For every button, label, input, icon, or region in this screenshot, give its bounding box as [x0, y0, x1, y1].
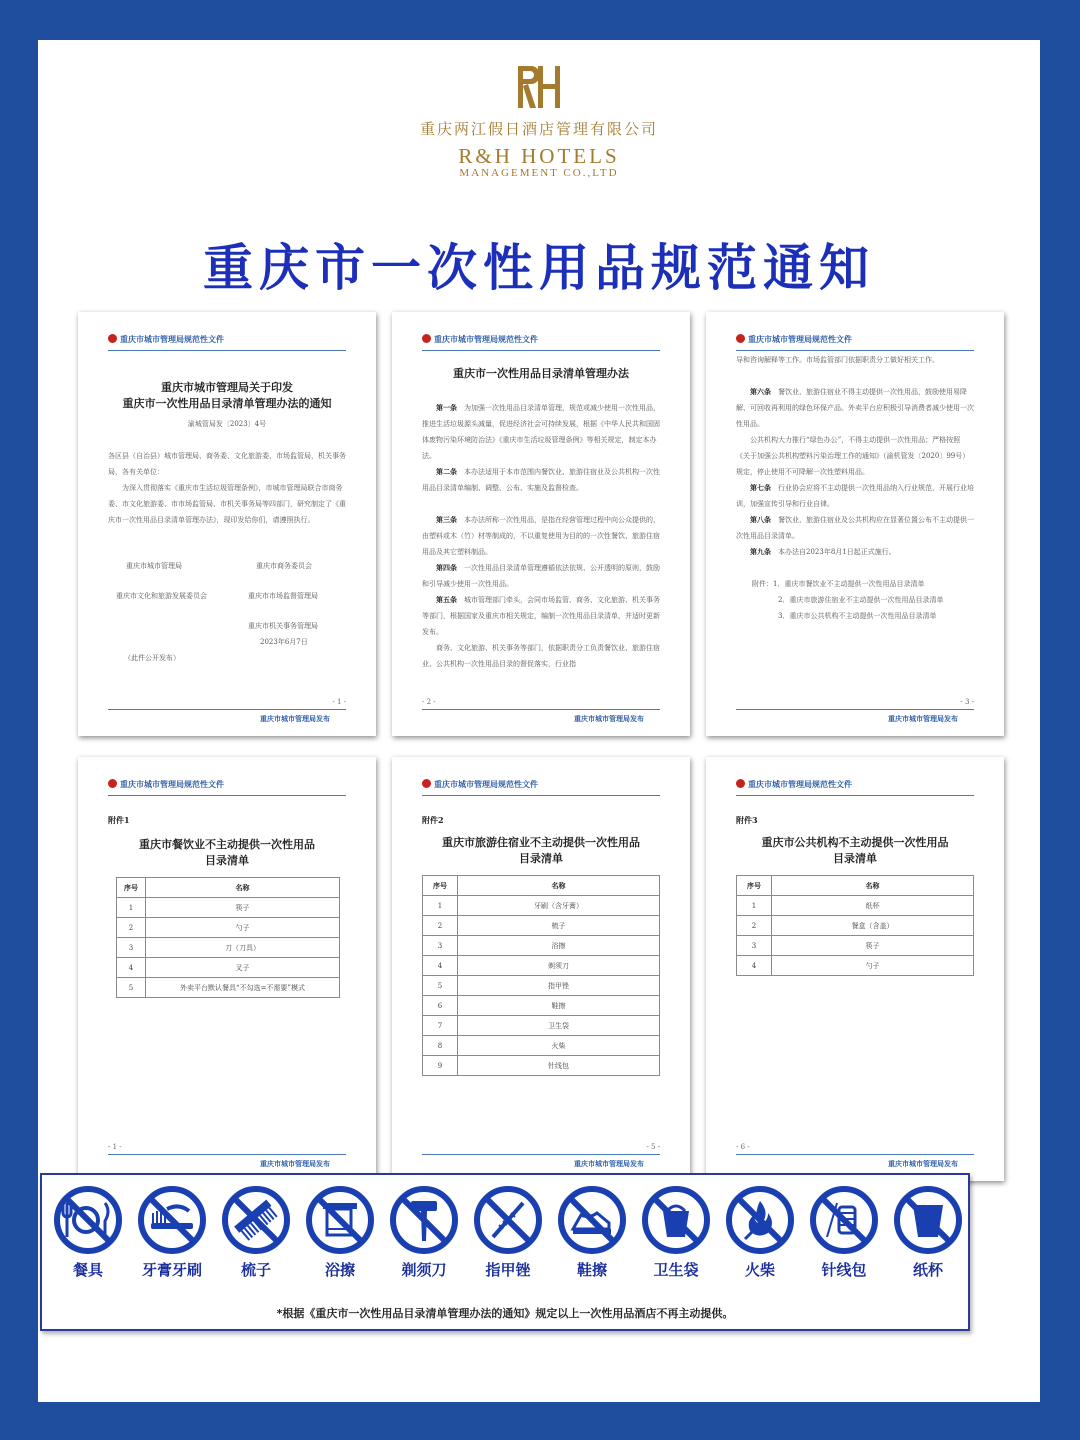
item-shoe-brush — [556, 1185, 628, 1280]
article-text: 行业协会应将不主动提供一次性用品纳入行业规范，开展行业培训，加强宣传引导和行业自律。 — [736, 484, 974, 508]
cell-name: 针线包 — [458, 1056, 660, 1076]
header-text: 重庆市城市管理局规范性文件 — [434, 780, 538, 789]
cell-number: 3 — [423, 936, 458, 956]
cell-name: 筷子 — [772, 936, 974, 956]
shoe-brush-icon — [557, 1185, 627, 1255]
cell-number: 1 — [117, 898, 146, 918]
document-page-5 — [392, 757, 690, 1181]
article-6 — [736, 384, 974, 432]
table-row — [117, 938, 340, 958]
brand-name-en: R&H HOTELS — [458, 144, 620, 168]
footer-publisher: 重庆市城市管理局发布 — [574, 715, 644, 723]
doc-number: 渝城管局发〔2023〕4号 — [187, 420, 267, 428]
page-number: - 1 - — [332, 698, 346, 706]
table-header-row — [117, 878, 340, 898]
cell-name: 勺子 — [146, 918, 340, 938]
table-row — [423, 976, 660, 996]
doc-body: 为深入贯彻落实《重庆市生活垃圾管理条例》，市城市管理局联合市商务委、市文化旅游委、市市场监管局、市机关事务局等四部门，研究制定了《重庆市一次性用品目录清单管理办法》，现印发给你们，请遵照执行。 — [108, 484, 346, 524]
article-3 — [422, 512, 660, 560]
item-label: 火柴 — [744, 1261, 775, 1279]
article-6-b: 公共机构大力推行“绿色办公”，不得主动提供一次性用品；严格按照《关于加强公共机构塑料污染治理工作的通知》（渝机管发〔2020〕99号）规定，停止使用不可降解一次性塑料用品。 — [736, 436, 970, 476]
document-page-1 — [78, 312, 376, 736]
banner-note: *根据《重庆市一次性用品目录清单管理办法的通知》规定以上一次性用品酒店不再主动提供。 — [276, 1307, 734, 1320]
article-text: 一次性用品目录清单管理遵循依法依规、公开透明的原则，鼓励和引导减少使用一次性用品。 — [422, 564, 660, 588]
cell-number: 6 — [423, 996, 458, 1016]
attachment-list-2: 2．重庆市旅游住宿业不主动提供一次性用品目录清单 — [778, 596, 944, 604]
table-row — [117, 898, 340, 918]
page-header — [736, 779, 974, 796]
item-table — [736, 875, 974, 976]
article-text: 本办法所称一次性用品，是指在经营管理过程中向公众提供的，由塑料或木（竹）材等制成的，不以重复使用为目的的一次性餐饮、旅游住宿用品及其它塑料制品。 — [422, 516, 660, 556]
document-page-3 — [706, 312, 1004, 736]
page-header — [422, 334, 660, 351]
item-label: 浴擦 — [324, 1261, 355, 1279]
article-2 — [422, 464, 660, 496]
cell-name: 梳子 — [458, 916, 660, 936]
cell-number: 1 — [423, 896, 458, 916]
col-number-header: 序号 — [423, 876, 458, 896]
national-emblem-icon — [108, 334, 117, 343]
article-label: 第四条 — [436, 563, 457, 572]
brand-sub-en: MANAGEMENT CO.,LTD — [459, 167, 619, 179]
cell-number: 3 — [737, 936, 772, 956]
col-name-header: 名称 — [772, 876, 974, 896]
comb-icon — [221, 1185, 291, 1255]
cell-number: 8 — [423, 1036, 458, 1056]
list-title: 重庆市餐饮业不主动提供一次性用品 目录清单 — [139, 838, 315, 867]
company-name-cn: 重庆两江假日酒店管理有限公司 — [419, 120, 658, 138]
doc-title: 重庆市一次性用品目录清单管理办法 — [453, 367, 629, 380]
col-number-header: 序号 — [737, 876, 772, 896]
item-label: 鞋擦 — [576, 1261, 607, 1279]
nail-file-icon — [473, 1185, 543, 1255]
page-header — [108, 334, 346, 351]
national-emblem-icon — [736, 334, 745, 343]
page-number: - 2 - — [422, 698, 436, 706]
table-header-row — [737, 876, 974, 896]
annex-label: 附件2 — [422, 815, 444, 825]
page-header — [108, 779, 346, 796]
footer-publisher: 重庆市城市管理局发布 — [574, 1160, 644, 1168]
paper-cup-icon — [893, 1185, 963, 1255]
footer-publisher: 重庆市城市管理局发布 — [260, 1160, 330, 1168]
item-matches — [724, 1185, 796, 1280]
item-paper-cup — [892, 1185, 964, 1280]
table-row — [423, 936, 660, 956]
national-emblem-icon — [422, 334, 431, 343]
page-number: - 3 - — [960, 698, 974, 706]
article-label: 第六条 — [750, 387, 771, 396]
article-label: 第七条 — [750, 483, 771, 492]
article-1 — [422, 400, 660, 464]
item-label: 纸杯 — [912, 1261, 943, 1279]
cell-number: 7 — [423, 1016, 458, 1036]
item-label: 指甲锉 — [485, 1261, 531, 1279]
item-tableware — [52, 1185, 124, 1280]
doc-public-note: （此件公开发布） — [124, 654, 180, 662]
header-text: 重庆市城市管理局规范性文件 — [120, 335, 224, 344]
national-emblem-icon — [108, 779, 117, 788]
cell-name: 指甲锉 — [458, 976, 660, 996]
header-text: 重庆市城市管理局规范性文件 — [748, 780, 852, 789]
item-label: 针线包 — [821, 1261, 867, 1279]
company-logo — [38, 62, 1040, 179]
item-nail-file — [472, 1185, 544, 1280]
annex-label: 附件3 — [736, 815, 758, 825]
cell-name: 卫生袋 — [458, 1016, 660, 1036]
header-text: 重庆市城市管理局规范性文件 — [748, 335, 852, 344]
signatory-4: 重庆市市场监督管理局 — [248, 592, 318, 600]
cell-name: 纸杯 — [772, 896, 974, 916]
table-row — [737, 956, 974, 976]
article-text: 本办法适用于本市范围内餐饮业、旅游住宿业及公共机构一次性用品目录清单编制、调整、公布、实施及监督检查。 — [422, 468, 660, 492]
annex-label: 附件1 — [108, 815, 130, 825]
toothbrush-icon — [137, 1185, 207, 1255]
cell-number: 2 — [117, 918, 146, 938]
item-bath-towel — [304, 1185, 376, 1280]
table-row — [423, 1056, 660, 1076]
cell-number: 3 — [117, 938, 146, 958]
matches-icon — [725, 1185, 795, 1255]
cell-number: 4 — [117, 958, 146, 978]
page-header — [736, 334, 974, 351]
article-text: 餐饮业、旅游住宿业不得主动提供一次性用品，鼓励使用易降解、可回收再利用的绿色环保产品。外卖平台应积极引导消费者减少使用一次性用品。 — [736, 388, 974, 428]
table-row — [737, 896, 974, 916]
signatory-1: 重庆市城市管理局 — [126, 562, 182, 570]
item-label: 梳子 — [240, 1261, 271, 1279]
footer-publisher: 重庆市城市管理局发布 — [888, 715, 958, 723]
table-row — [423, 1016, 660, 1036]
article-label: 第三条 — [436, 515, 457, 524]
national-emblem-icon — [736, 779, 745, 788]
national-emblem-icon — [422, 779, 431, 788]
item-comb — [220, 1185, 292, 1280]
item-sanitary-bag — [640, 1185, 712, 1280]
list-title: 重庆市公共机构不主动提供一次性用品 目录清单 — [761, 836, 949, 865]
table-header-row — [423, 876, 660, 896]
item-table — [116, 877, 340, 998]
cell-name: 叉子 — [146, 958, 340, 978]
article-label: 第八条 — [750, 515, 771, 524]
list-title: 重庆市旅游住宿业不主动提供一次性用品 目录清单 — [442, 836, 640, 865]
col-number-header: 序号 — [117, 878, 146, 898]
table-row — [737, 916, 974, 936]
item-label: 剃须刀 — [401, 1261, 447, 1279]
table-row — [423, 916, 660, 936]
article-4 — [422, 560, 660, 592]
cell-name: 浴擦 — [458, 936, 660, 956]
sanitary-bag-icon — [641, 1185, 711, 1255]
cell-number: 9 — [423, 1056, 458, 1076]
page-footer — [736, 698, 974, 723]
page-footer — [736, 1143, 974, 1168]
attachment-list-3: 3．重庆市公共机构不主动提供一次性用品目录清单 — [778, 612, 937, 620]
item-sewing-kit — [808, 1185, 880, 1280]
cell-name: 鞋擦 — [458, 996, 660, 1016]
article-text: 餐饮业、旅游住宿业及公共机构应在显著位置公布不主动提供一次性用品目录清单。 — [736, 516, 974, 540]
header-text: 重庆市城市管理局规范性文件 — [120, 780, 224, 789]
article-9 — [736, 544, 974, 560]
attachment-list-1: 附件：1．重庆市餐饮业不主动提供一次性用品目录清单 — [752, 580, 925, 588]
cell-name: 刀（刀具） — [146, 938, 340, 958]
item-table — [422, 875, 660, 1076]
document-page-2 — [392, 312, 690, 736]
signatory-2: 重庆市商务委员会 — [256, 562, 312, 570]
table-row — [117, 958, 340, 978]
cell-number: 4 — [423, 956, 458, 976]
cell-name: 剃须刀 — [458, 956, 660, 976]
cell-number: 5 — [117, 978, 146, 998]
article-text: 城市管理部门牵头，会同市场监管、商务、文化旅游、机关事务等部门，根据国家及重庆市相关规定，编制一次性用品目录清单，并适时更新发布。 — [422, 596, 660, 636]
table-row — [737, 936, 974, 956]
article-7 — [736, 480, 974, 512]
article-label: 第五条 — [436, 595, 457, 604]
table-row — [423, 1036, 660, 1056]
cell-number: 2 — [423, 916, 458, 936]
item-toothbrush — [136, 1185, 208, 1280]
footer-publisher: 重庆市城市管理局发布 — [260, 715, 330, 723]
doc-recipients: 各区县（自治县）城市管理局、商务委、文化旅游委、市场监管局，机关事务局，各有关单位： — [108, 452, 346, 476]
article-label: 第九条 — [750, 547, 771, 556]
page-header — [422, 779, 660, 796]
sewing-kit-icon — [809, 1185, 879, 1255]
signatory-5: 重庆市机关事务管理局 — [248, 622, 318, 630]
footer-publisher: 重庆市城市管理局发布 — [888, 1160, 958, 1168]
article-8 — [736, 512, 974, 544]
col-name-header: 名称 — [146, 878, 340, 898]
cell-name: 火柴 — [458, 1036, 660, 1056]
bath-towel-icon — [305, 1185, 375, 1255]
cell-name: 外卖平台默认餐具“不勾选=不需要”模式 — [146, 978, 340, 998]
article-text: 为加强一次性用品目录清单管理，规范或减少使用一次性用品，推进生活垃圾源头减量，促进经济社会可持续发展，根据《中华人民共和国固体废物污染环境防治法》《重庆市生活垃圾管理条例》等相关规定，制定本办法。 — [422, 404, 660, 460]
cell-name: 勺子 — [772, 956, 974, 976]
table-row — [423, 956, 660, 976]
article-label: 第一条 — [436, 403, 457, 412]
article-5-cont: 商务、文化旅游、机关事务等部门，依据职责分工负责餐饮业、旅游住宿业、公共机构一次性用品目录的督促落实，行业指 — [422, 644, 660, 668]
prohibited-items-banner — [40, 1173, 970, 1331]
signatory-3: 重庆市文化和旅游发展委员会 — [116, 592, 207, 600]
document-page-6 — [706, 757, 1004, 1181]
col-name-header: 名称 — [458, 876, 660, 896]
rh-logo-icon — [514, 62, 564, 112]
table-row — [117, 918, 340, 938]
doc-title: 重庆市城市管理局关于印发 重庆市一次性用品目录清单管理办法的通知 — [122, 381, 332, 410]
page-footer — [108, 1143, 346, 1168]
page-footer — [422, 1143, 660, 1168]
document-page-4 — [78, 757, 376, 1181]
page-title: 重庆市一次性用品规范通知 — [203, 238, 875, 297]
cell-number: 2 — [737, 916, 772, 936]
cell-number: 4 — [737, 956, 772, 976]
article-5-tail: 导和咨询解释等工作。市场监管部门依据职责分工做好相关工作。 — [736, 356, 939, 364]
page-number: - 6 - — [736, 1143, 750, 1151]
cell-name: 牙刷（含牙膏） — [458, 896, 660, 916]
cell-number: 1 — [737, 896, 772, 916]
doc-date: 2023年6月7日 — [260, 638, 308, 646]
item-label: 卫生袋 — [653, 1261, 699, 1279]
article-label: 第二条 — [436, 467, 457, 476]
page-number: - 5 - — [646, 1143, 660, 1151]
item-label: 牙膏牙刷 — [141, 1261, 202, 1279]
article-text: 本办法自2023年8月1日起正式施行。 — [778, 548, 896, 556]
cell-name: 筷子 — [146, 898, 340, 918]
page-number: - 1 - — [108, 1143, 122, 1151]
page-footer — [108, 698, 346, 723]
item-razor — [388, 1185, 460, 1280]
cell-number: 5 — [423, 976, 458, 996]
table-row — [117, 978, 340, 998]
table-row — [423, 896, 660, 916]
razor-icon — [389, 1185, 459, 1255]
table-row — [423, 996, 660, 1016]
item-label: 餐具 — [72, 1261, 103, 1279]
cell-name: 餐盒（含盖） — [772, 916, 974, 936]
header-text: 重庆市城市管理局规范性文件 — [434, 335, 538, 344]
tableware-icon — [53, 1185, 123, 1255]
article-5 — [422, 592, 660, 640]
page-footer — [422, 698, 660, 723]
